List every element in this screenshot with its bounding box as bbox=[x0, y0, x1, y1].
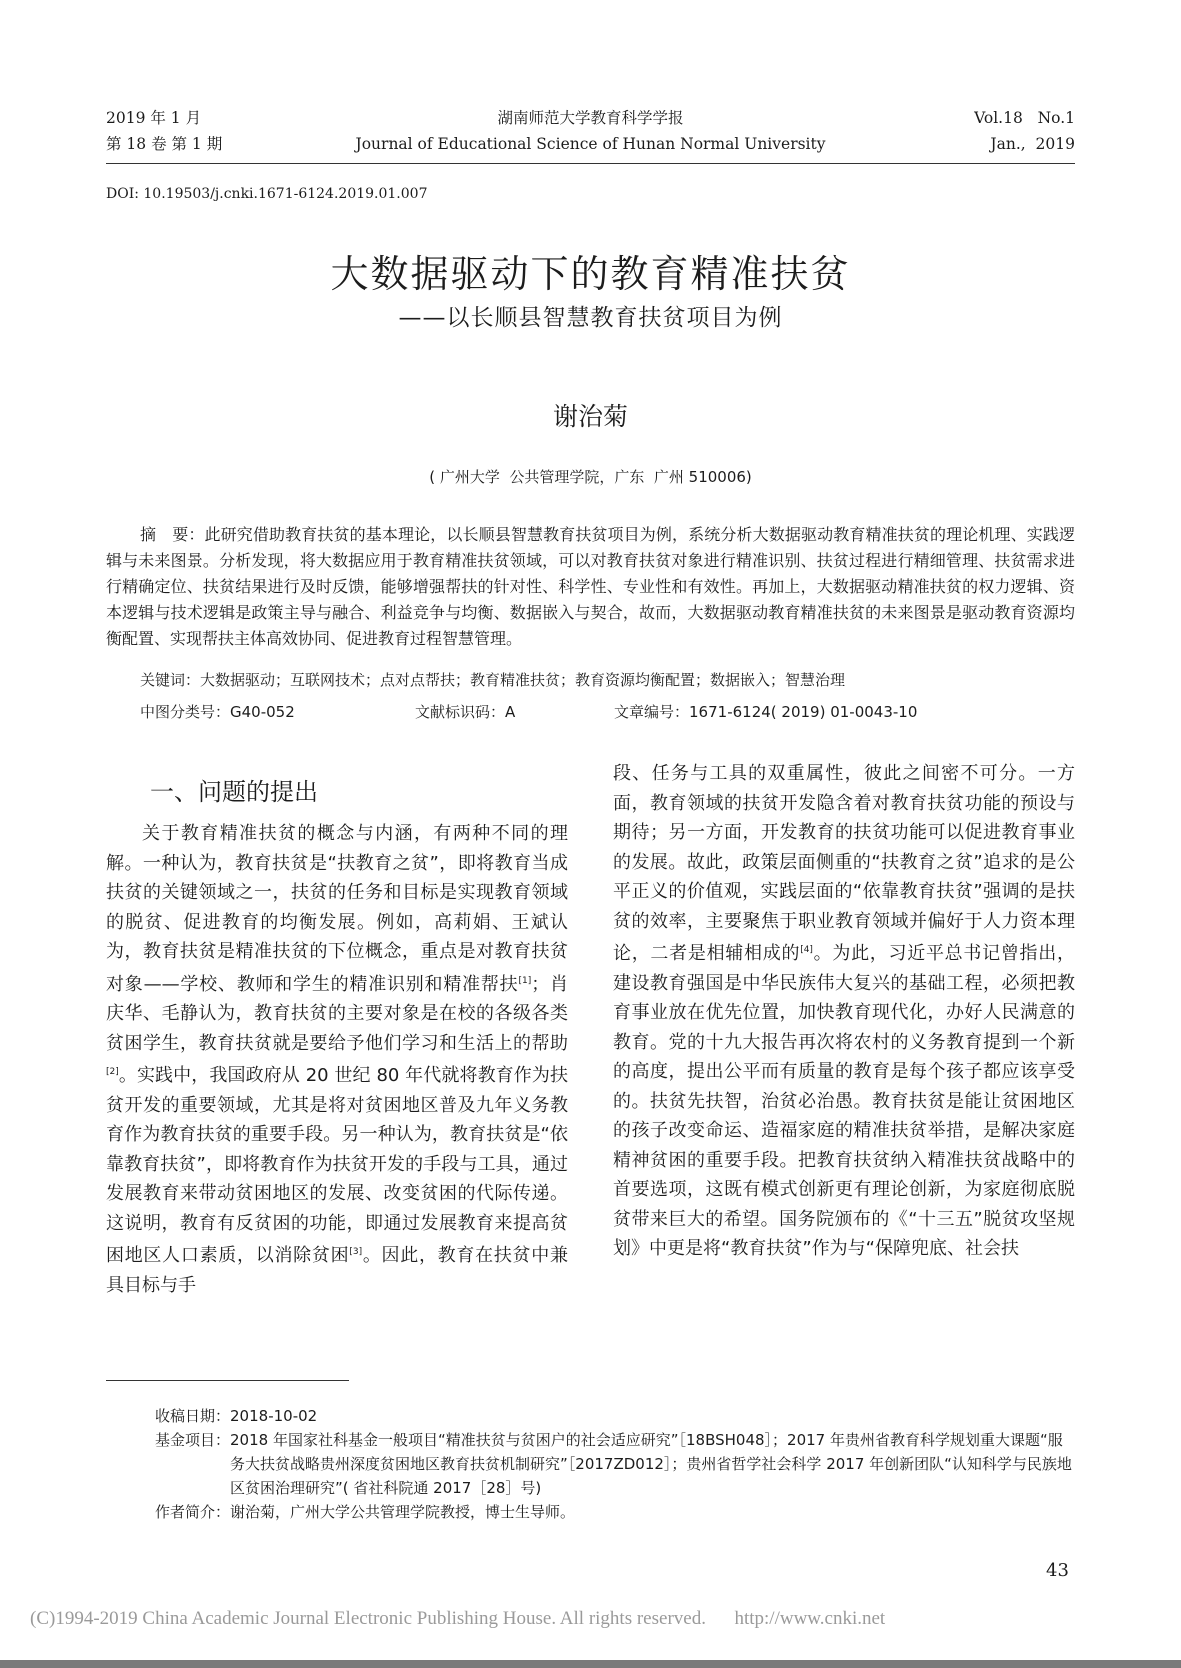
doc-code: A bbox=[505, 703, 516, 721]
header-journal-en: Journal of Educational Science of Hunan Normal University bbox=[355, 135, 826, 153]
paragraph-text: 。为此，习近平总书记曾指出，建设教育强国是中华民族伟大复兴的基础工程，必须把教育事业放在优先位置，加快教育现代化，办好人民满意的教育。党的十九大报告再次将农村的义务教育提到一个新的高度，提出公平而有质量的教育是每个孩子都应该享受的。扶贫先扶智，治贫必治愚。教育扶贫是能让贫困地区的孩子改变命运、造福家庭的精准扶贫举措，是解决家庭精神贫困的重要手段。把教育扶贫纳入精准扶贫战略中的首要选项，这既有模式创新更有理论创新，为家庭彻底脱贫带来巨大的希望。国务院颁布的《“十三五”脱贫攻坚规划》中更是将“教育扶贫”作为与“保障兜底、社会扶 bbox=[613, 943, 1075, 1259]
page-bottom-bar bbox=[0, 1660, 1181, 1668]
keywords: 大数据驱动；互联网技术；点对点帮扶；教育精准扶贫；教育资源均衡配置；数据嵌入；智慧治理 bbox=[200, 671, 846, 689]
clc-label: 中图分类号： bbox=[140, 703, 231, 721]
footnote-received bbox=[155, 1404, 1075, 1428]
article-affiliation: ( 广州大学 公共管理学院，广东 广州 510006) bbox=[429, 468, 752, 486]
keywords-line bbox=[140, 669, 845, 690]
article-subtitle: ——以长顺县智慧教育扶贫项目为例 bbox=[398, 305, 783, 331]
fund-text: 2018 年国家社科基金一般项目“精准扶贫与贫困户的社会适应研究”［18BSH048］；2017 年贵州省教育科学规划重大课题“服务大扶贫战略贵州深度贫困地区教育扶贫机制研究”［2017ZD012］；贵州省哲学社会科学 2017 年创新团队“认知科学与民族地区贫困治理研究”( 省社科院通 2017［28］号) bbox=[230, 1431, 1072, 1497]
clc-line bbox=[140, 701, 295, 722]
header-journal-cn: 湖南师范大学教育科学学报 bbox=[497, 109, 684, 127]
left-column bbox=[106, 819, 568, 1300]
paragraph bbox=[106, 819, 568, 1300]
author-bio-label: 作者简介： bbox=[155, 1503, 231, 1521]
article-no: 1671-6124( 2019) 01-0043-10 bbox=[689, 703, 918, 721]
footnote-fund bbox=[155, 1428, 1075, 1500]
citation-ref: [1] bbox=[518, 975, 532, 986]
footnote-rule bbox=[106, 1380, 349, 1381]
keywords-label: 关键词： bbox=[140, 671, 201, 689]
paragraph-text: 段、任务与工具的双重属性，彼此之间密不可分。一方面，教育领域的扶贫开发隐含着对教育扶贫功能的预设与期待；另一方面，开发教育的扶贫功能可以促进教育事业的发展。故此，政策层面侧重的“扶教育之贫”追求的是公平正义的价值观，实践层面的“依靠教育扶贫”强调的是扶贫的效率，主要聚焦于职业教育领域并偏好于人力资本理论，二者是相辅相成的 bbox=[613, 763, 1075, 964]
header-vol-no: Vol.18 No.1 bbox=[974, 109, 1075, 127]
header-date-cn: 2019 年 1 月 bbox=[106, 109, 202, 127]
doc-code-line bbox=[415, 701, 515, 722]
paragraph bbox=[613, 759, 1075, 1264]
header-volume-cn: 第 18 卷 第 1 期 bbox=[106, 135, 223, 153]
citation-ref: [3] bbox=[349, 1247, 363, 1257]
article-no-line bbox=[614, 701, 917, 722]
header-rule bbox=[106, 163, 1075, 164]
article-author: 谢治菊 bbox=[552, 402, 628, 431]
doc-code-label: 文献标识码： bbox=[415, 703, 506, 721]
abstract bbox=[106, 522, 1075, 652]
paragraph-text: 。因此，教育在扶贫中兼具目标与手 bbox=[106, 1245, 568, 1296]
abstract-label: 摘 要： bbox=[140, 525, 205, 544]
footnote-author bbox=[155, 1500, 1075, 1524]
abstract-text: 此研究借助教育扶贫的基本理论，以长顺县智慧教育扶贫项目为例，系统分析大数据驱动教育精准扶贫的理论机理、实践逻辑与未来图景。分析发现，将大数据应用于教育精准扶贫领域，可以对教育扶贫对象进行精准识别、扶贫过程进行精细管理、扶贫需求进行精确定位、扶贫结果进行及时反馈，能够增强帮扶的针对性、科学性、专业性和有效性。再加上，大数据驱动精准扶贫的权力逻辑、资本逻辑与技术逻辑是政策主导与融合、利益竞争与均衡、数据嵌入与契合，故而，大数据驱动教育精准扶贫的未来图景是驱动教育资源均衡配置、实现帮扶主体高效协同、促进教育过程智慧管理。 bbox=[106, 525, 1075, 648]
citation-ref: [4] bbox=[800, 945, 813, 955]
author-bio: 谢治菊，广州大学公共管理学院教授，博士生导师。 bbox=[230, 1503, 576, 1521]
footnotes bbox=[155, 1404, 1075, 1524]
article-no-label: 文章编号： bbox=[614, 703, 690, 721]
page-number: 43 bbox=[1046, 1560, 1069, 1581]
paragraph-text: ；肖庆华、毛静认为，教育扶贫的主要对象是在校的各级各类贫困学生，教育扶贫就是要给予他们学习和生活上的帮助 bbox=[106, 973, 569, 1054]
right-column bbox=[613, 759, 1075, 1264]
paragraph-text: 。实践中，我国政府从 20 世纪 80 年代就将教育作为扶贫开发的重要领域，尤其是将对贫困地区普及九年义务教育作为教育扶贫的重要手段。另一种认为，教育扶贫是“依靠教育扶贫”，即将教育作为扶贫开发的手段与工具，通过发展教育来带动贫困地区的发展、改变贫困的代际传递。这说明，教育有反贫困的功能，即通过发展教育来提高贫困地区人口素质，以消除贫困 bbox=[106, 1065, 568, 1266]
header-date-en: Jan., 2019 bbox=[990, 135, 1075, 153]
clc-code: G40-052 bbox=[230, 703, 295, 721]
received-date: 2018-10-02 bbox=[230, 1407, 318, 1425]
section-title: 一、问题的提出 bbox=[150, 778, 318, 806]
fund-label: 基金项目： bbox=[155, 1431, 231, 1449]
citation-ref: [2] bbox=[106, 1067, 119, 1077]
paragraph-text: 关于教育精准扶贫的概念与内涵，有两种不同的理解。一种认为，教育扶贫是“扶教育之贫”，即将教育当成扶贫的关键领域之一，扶贫的任务和目标是实现教育领域的脱贫、促进教育的均衡发展。例如，高莉娟、王斌认为，教育扶贫是精准扶贫的下位概念，重点是对教育扶贫对象——学校、教师和学生的精准识别和精准帮扶 bbox=[106, 823, 568, 995]
received-label: 收稿日期： bbox=[155, 1407, 231, 1425]
doi: DOI: 10.19503/j.cnki.1671-6124.2019.01.007 bbox=[106, 186, 428, 202]
article-title: 大数据驱动下的教育精准扶贫 bbox=[330, 252, 851, 296]
copyright-notice: (C)1994-2019 China Academic Journal Electronic Publishing House. All rights reserved. http://www.cnki.net bbox=[30, 1608, 886, 1629]
